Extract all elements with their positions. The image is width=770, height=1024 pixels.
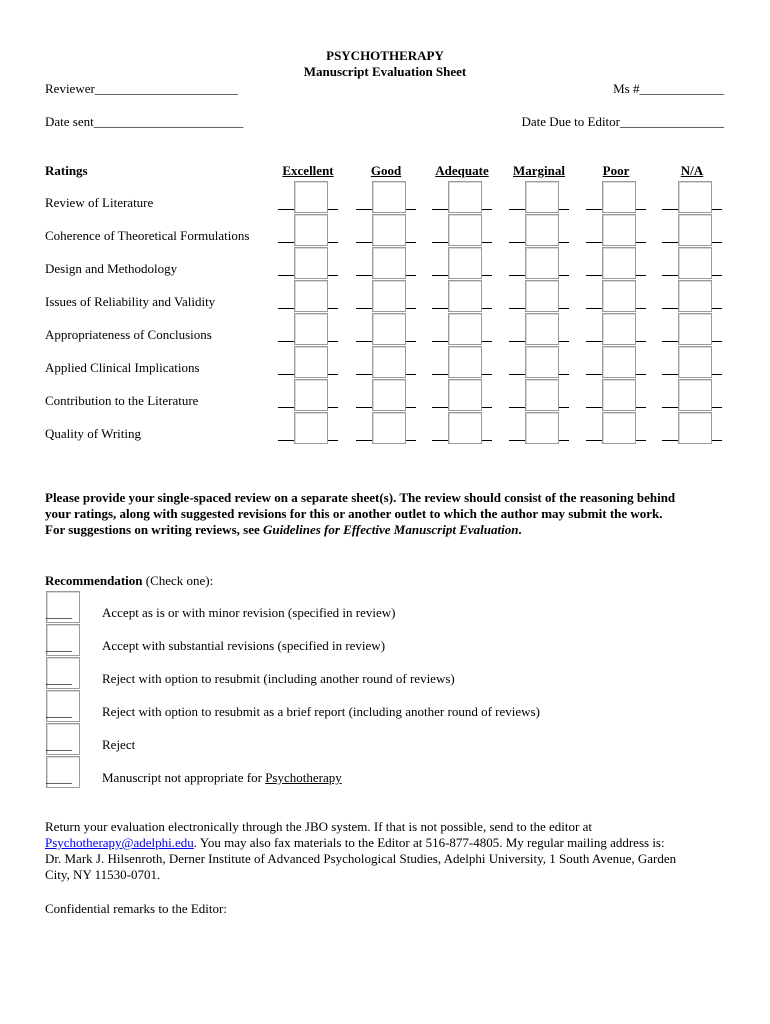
- rating-checkbox[interactable]: [678, 247, 712, 279]
- rating-checkbox[interactable]: [448, 346, 482, 378]
- recommendation-blank: ____: [46, 605, 72, 620]
- rating-checkbox[interactable]: [294, 181, 328, 213]
- rating-checkbox[interactable]: [525, 247, 559, 279]
- recommendation-blank: ____: [46, 770, 72, 785]
- rating-checkbox[interactable]: [372, 181, 406, 213]
- rating-checkbox[interactable]: [448, 247, 482, 279]
- instructions-line-3-prefix: For suggestions on writing reviews, see: [45, 522, 263, 537]
- recommendation-heading: [45, 573, 213, 589]
- rating-checkbox[interactable]: [602, 379, 636, 411]
- confidential-remarks-label: Confidential remarks to the Editor:: [45, 901, 227, 916]
- rating-checkbox[interactable]: [678, 412, 712, 444]
- recommendation-blank: ____: [46, 671, 72, 686]
- rating-checkbox[interactable]: [525, 313, 559, 345]
- form-subtitle: Manuscript Evaluation Sheet: [303, 64, 467, 79]
- column-header: N/A: [680, 163, 704, 178]
- recommendation-blank: ____: [46, 737, 72, 752]
- rating-checkbox[interactable]: [448, 379, 482, 411]
- column-header: Excellent: [282, 163, 334, 178]
- rating-checkbox[interactable]: [448, 412, 482, 444]
- rating-checkbox[interactable]: [602, 280, 636, 312]
- rating-checkbox[interactable]: [372, 280, 406, 312]
- instructions-line-3-suffix: .: [518, 522, 522, 537]
- rating-checkbox[interactable]: [678, 313, 712, 345]
- return-line-4: City, NY 11530-0701.: [45, 867, 161, 882]
- rating-checkbox[interactable]: [678, 280, 712, 312]
- instructions-text: [45, 490, 735, 538]
- rating-checkbox[interactable]: [525, 181, 559, 213]
- ratings-heading: Ratings: [45, 163, 88, 178]
- instructions-line-3: [45, 522, 735, 538]
- instructions-line-2: your ratings, along with suggested revisions for this or another outlet to which the author may submit the work.: [45, 506, 663, 521]
- recommendation-option-label: Reject: [102, 737, 136, 752]
- rating-checkbox[interactable]: [448, 214, 482, 246]
- rating-checkbox[interactable]: [602, 247, 636, 279]
- rating-checkbox[interactable]: [294, 313, 328, 345]
- rating-checkbox[interactable]: [525, 379, 559, 411]
- rating-row-label: Issues of Reliability and Validity: [45, 294, 216, 309]
- guidelines-title: Guidelines for Effective Manuscript Evaluation: [262, 522, 519, 537]
- rating-checkbox[interactable]: [294, 412, 328, 444]
- rating-checkbox[interactable]: [372, 247, 406, 279]
- rating-checkbox[interactable]: [602, 346, 636, 378]
- rating-checkbox[interactable]: [525, 346, 559, 378]
- rating-checkbox[interactable]: [448, 313, 482, 345]
- recommendation-note: (Check one):: [142, 573, 214, 588]
- rating-checkbox[interactable]: [678, 214, 712, 246]
- rating-row-label: Review of Literature: [45, 195, 154, 210]
- rating-checkbox[interactable]: [294, 247, 328, 279]
- rating-row-label: Appropriateness of Conclusions: [45, 327, 212, 342]
- not-appropriate-prefix: Manuscript not appropriate for: [102, 770, 266, 785]
- rating-row-label: Applied Clinical Implications: [45, 360, 200, 375]
- rating-row-label: Coherence of Theoretical Formulations: [45, 228, 250, 243]
- ms-number-field[interactable]: Ms #_____________: [613, 81, 724, 96]
- form-title: PSYCHOTHERAPY: [326, 48, 444, 63]
- column-header: Marginal: [513, 163, 565, 178]
- rating-checkbox[interactable]: [525, 280, 559, 312]
- column-header: Adequate: [435, 163, 489, 178]
- instructions-line-1: Please provide your single-spaced review on a separate sheet(s). The review should consist of the reasoning behind: [45, 490, 676, 505]
- editor-email-link[interactable]: Psychotherapy@adelphi.edu: [45, 835, 194, 850]
- rating-checkbox[interactable]: [525, 214, 559, 246]
- rating-checkbox[interactable]: [602, 181, 636, 213]
- recommendation-option-label: Reject with option to resubmit as a brief report (including another round of reviews): [102, 704, 540, 719]
- rating-checkbox[interactable]: [602, 313, 636, 345]
- date-due-field[interactable]: Date Due to Editor________________: [521, 114, 724, 129]
- rating-row-label: Contribution to the Literature: [45, 393, 199, 408]
- recommendation-option-label: Accept as is or with minor revision (specified in review): [102, 605, 396, 620]
- rating-checkbox[interactable]: [372, 346, 406, 378]
- rating-checkbox[interactable]: [678, 379, 712, 411]
- recommendation-blank: ____: [46, 704, 72, 719]
- recommendation-option-label: Accept with substantial revisions (specified in review): [102, 638, 386, 653]
- rating-checkbox[interactable]: [372, 214, 406, 246]
- rating-checkbox[interactable]: [372, 379, 406, 411]
- recommendation-option-label: [102, 770, 342, 786]
- return-line-1: Return your evaluation electronically through the JBO system. If that is not possible, send to the editor at: [45, 819, 592, 834]
- rating-checkbox[interactable]: [294, 214, 328, 246]
- date-sent-field[interactable]: Date sent_______________________: [45, 114, 244, 129]
- return-instructions: [45, 819, 735, 883]
- recommendation-label: Recommendation: [45, 573, 143, 588]
- rating-checkbox[interactable]: [602, 412, 636, 444]
- journal-name: Psychotherapy: [265, 770, 342, 785]
- rating-checkbox[interactable]: [678, 346, 712, 378]
- return-line-2: [45, 835, 735, 851]
- rating-checkbox[interactable]: [294, 379, 328, 411]
- recommendation-blank: ____: [46, 638, 72, 653]
- rating-checkbox[interactable]: [525, 412, 559, 444]
- rating-checkbox[interactable]: [372, 412, 406, 444]
- rating-checkbox[interactable]: [448, 280, 482, 312]
- rating-checkbox[interactable]: [294, 280, 328, 312]
- reviewer-field[interactable]: Reviewer______________________: [45, 81, 238, 96]
- rating-row-label: Quality of Writing: [45, 426, 142, 441]
- return-line-2-rest: . You may also fax materials to the Editor at 516-877-4805. My regular mailing address is:: [193, 835, 665, 850]
- column-header: Good: [370, 163, 402, 178]
- column-header: Poor: [602, 163, 630, 178]
- return-line-3: Dr. Mark J. Hilsenroth, Derner Institute of Advanced Psychological Studies, Adelphi University, 1 South Avenue, Garden: [45, 851, 677, 866]
- rating-checkbox[interactable]: [602, 214, 636, 246]
- recommendation-option-label: Reject with option to resubmit (including another round of reviews): [102, 671, 455, 686]
- rating-checkbox[interactable]: [372, 313, 406, 345]
- rating-checkbox[interactable]: [294, 346, 328, 378]
- rating-checkbox[interactable]: [678, 181, 712, 213]
- rating-checkbox[interactable]: [448, 181, 482, 213]
- rating-row-label: Design and Methodology: [45, 261, 178, 276]
